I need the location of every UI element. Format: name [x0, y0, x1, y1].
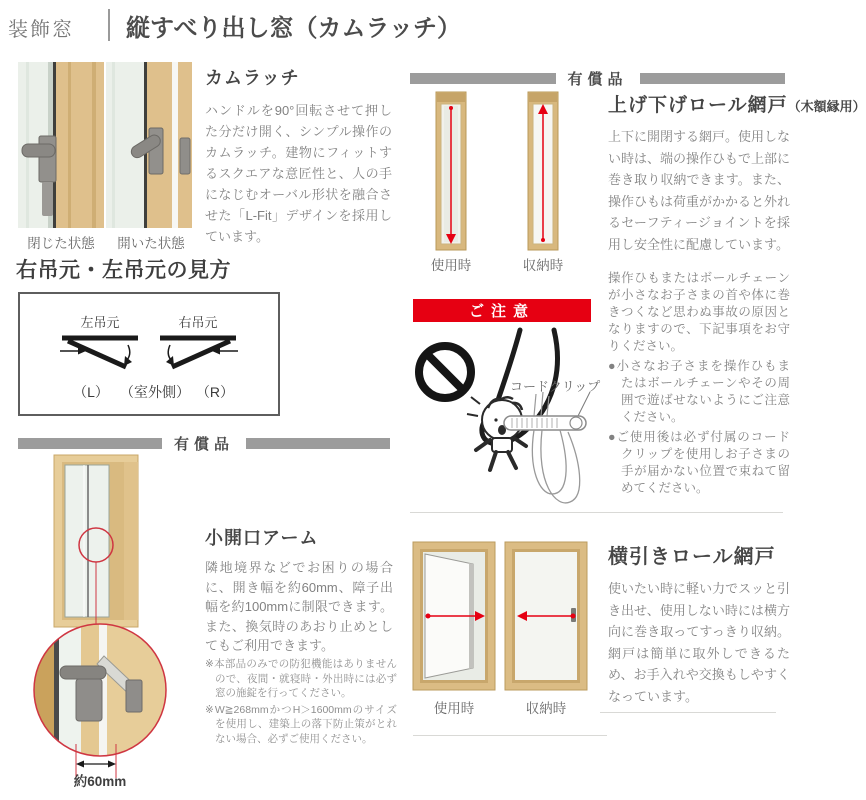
arm-note-2: ※W≧268mmかつH＞1600mmのサイズを使用し、建築上の落下防止策がとれない場合、必ずご使用ください。	[205, 703, 397, 745]
hinge-label-L: （L）	[73, 384, 109, 400]
sideroll-inuse-photo	[413, 542, 495, 690]
cord-clip-label: コードクリップ	[510, 379, 601, 394]
sideroll-body: 使いたい時に軽い力でスッと引き出せ、使用しない時には横方向に巻き取ってすっきり収納。網戸は簡単に取外しできるため、お手入れや交換もしやすくなっています。	[608, 581, 790, 704]
updown-title: 上げ下げロール網戸	[608, 95, 788, 116]
camlatch-body: ハンドルを90°回転させて押した分だけ開く、シンプル操作のカムラッチ。建物にフィットするスクエアな意匠性と、人の手になじむオーバル形状を融合させた「L-Fit」デザインを採用しています。	[205, 103, 392, 244]
header-category: 装飾窓	[8, 19, 74, 41]
sideroll-photo-label-inuse: 使用時	[433, 701, 475, 716]
paid-label: 有償品	[567, 71, 628, 88]
updown-photo-label-inuse: 使用時	[430, 258, 472, 273]
arm-notes	[205, 657, 397, 746]
updown-bullet-2: ●ご使用後は必ず付属のコードクリップを使用しお子さまの手が届かない位置で束ねて留めてください。	[608, 430, 790, 495]
small-opening-arm-figure	[12, 448, 197, 790]
divider-bar	[246, 438, 390, 449]
sideroll-stored-photo	[505, 542, 587, 690]
hinge-diagram-box	[18, 292, 280, 416]
cord-clip-illustration	[498, 392, 598, 510]
arm-note-1: ※本部品のみでの防犯機能はありませんので、夜間・就寝時・外出時には必ず窓の施錠を行ってください。	[205, 658, 397, 699]
arm-title: 小開口アーム	[205, 528, 319, 548]
updown-photo-label-stored: 収納時	[522, 258, 564, 273]
updown-screen-stored-photo	[528, 92, 558, 250]
updown-bullet-1: ●小さなお子さまを操作ひもまたはボールチェーンやその周囲で遊ばせないようにご注意ください。	[608, 359, 790, 424]
updown-body-2: 操作ひもまたはボールチェーンが小さなお子さまの首や体に巻きつくなど思わぬ事故の原因となりますので、下記事項をお守りください。	[608, 271, 790, 353]
updown-warning-text	[608, 270, 790, 497]
prohibition-icon	[419, 346, 471, 398]
paid-label: 有償品	[174, 436, 235, 453]
arm-dimension-label: 約60mm	[73, 774, 127, 789]
camlatch-title: カムラッチ	[205, 68, 300, 88]
arm-body: 隣地境界などでお困りの場合に、開き幅を約60mm、障子出幅を約100mmに制限できます。また、換気時のあおり止めとしてもご利用できます。	[205, 560, 393, 653]
paid-divider-right	[410, 68, 785, 89]
caution-banner: ご注意	[413, 299, 591, 322]
updown-screen-inuse-photo	[436, 92, 466, 250]
hinge-label-R: （R）	[195, 384, 235, 400]
section-divider-line	[410, 512, 783, 513]
header-separator	[108, 9, 110, 41]
divider-bar	[640, 73, 786, 84]
sideroll-text-underline	[600, 712, 776, 713]
updown-body-1: 上下に開閉する網戸。使用しない時は、端の操作ひもで上部に巻き取り収納できます。また、操作ひもは荷重がかかると外れるセーフティージョイントを採用し安全性に配慮しています。	[608, 129, 791, 252]
camlatch-closed-photo	[18, 62, 104, 228]
divider-bar	[410, 73, 556, 84]
camlatch-photo-label-open: 開いた状態	[117, 236, 185, 251]
page-title: 縦すべり出し窓（カムラッチ）	[126, 15, 462, 42]
hinge-heading: 右吊元・左吊元の見方	[16, 259, 231, 282]
camlatch-open-photo	[106, 62, 192, 228]
sideroll-title: 横引きロール網戸	[608, 546, 776, 568]
hinge-left-label: 左吊元	[80, 315, 120, 330]
updown-title-suffix: （木額縁用）	[787, 99, 866, 114]
hinge-right-label: 右吊元	[178, 315, 218, 330]
sideroll-photo-underline	[413, 735, 607, 736]
sideroll-photo-label-stored: 収納時	[525, 701, 567, 716]
hinge-label-outdoor: （室外側）	[120, 384, 190, 400]
camlatch-photo-label-closed: 閉じた状態	[27, 236, 95, 251]
updown-title-row	[608, 90, 866, 117]
